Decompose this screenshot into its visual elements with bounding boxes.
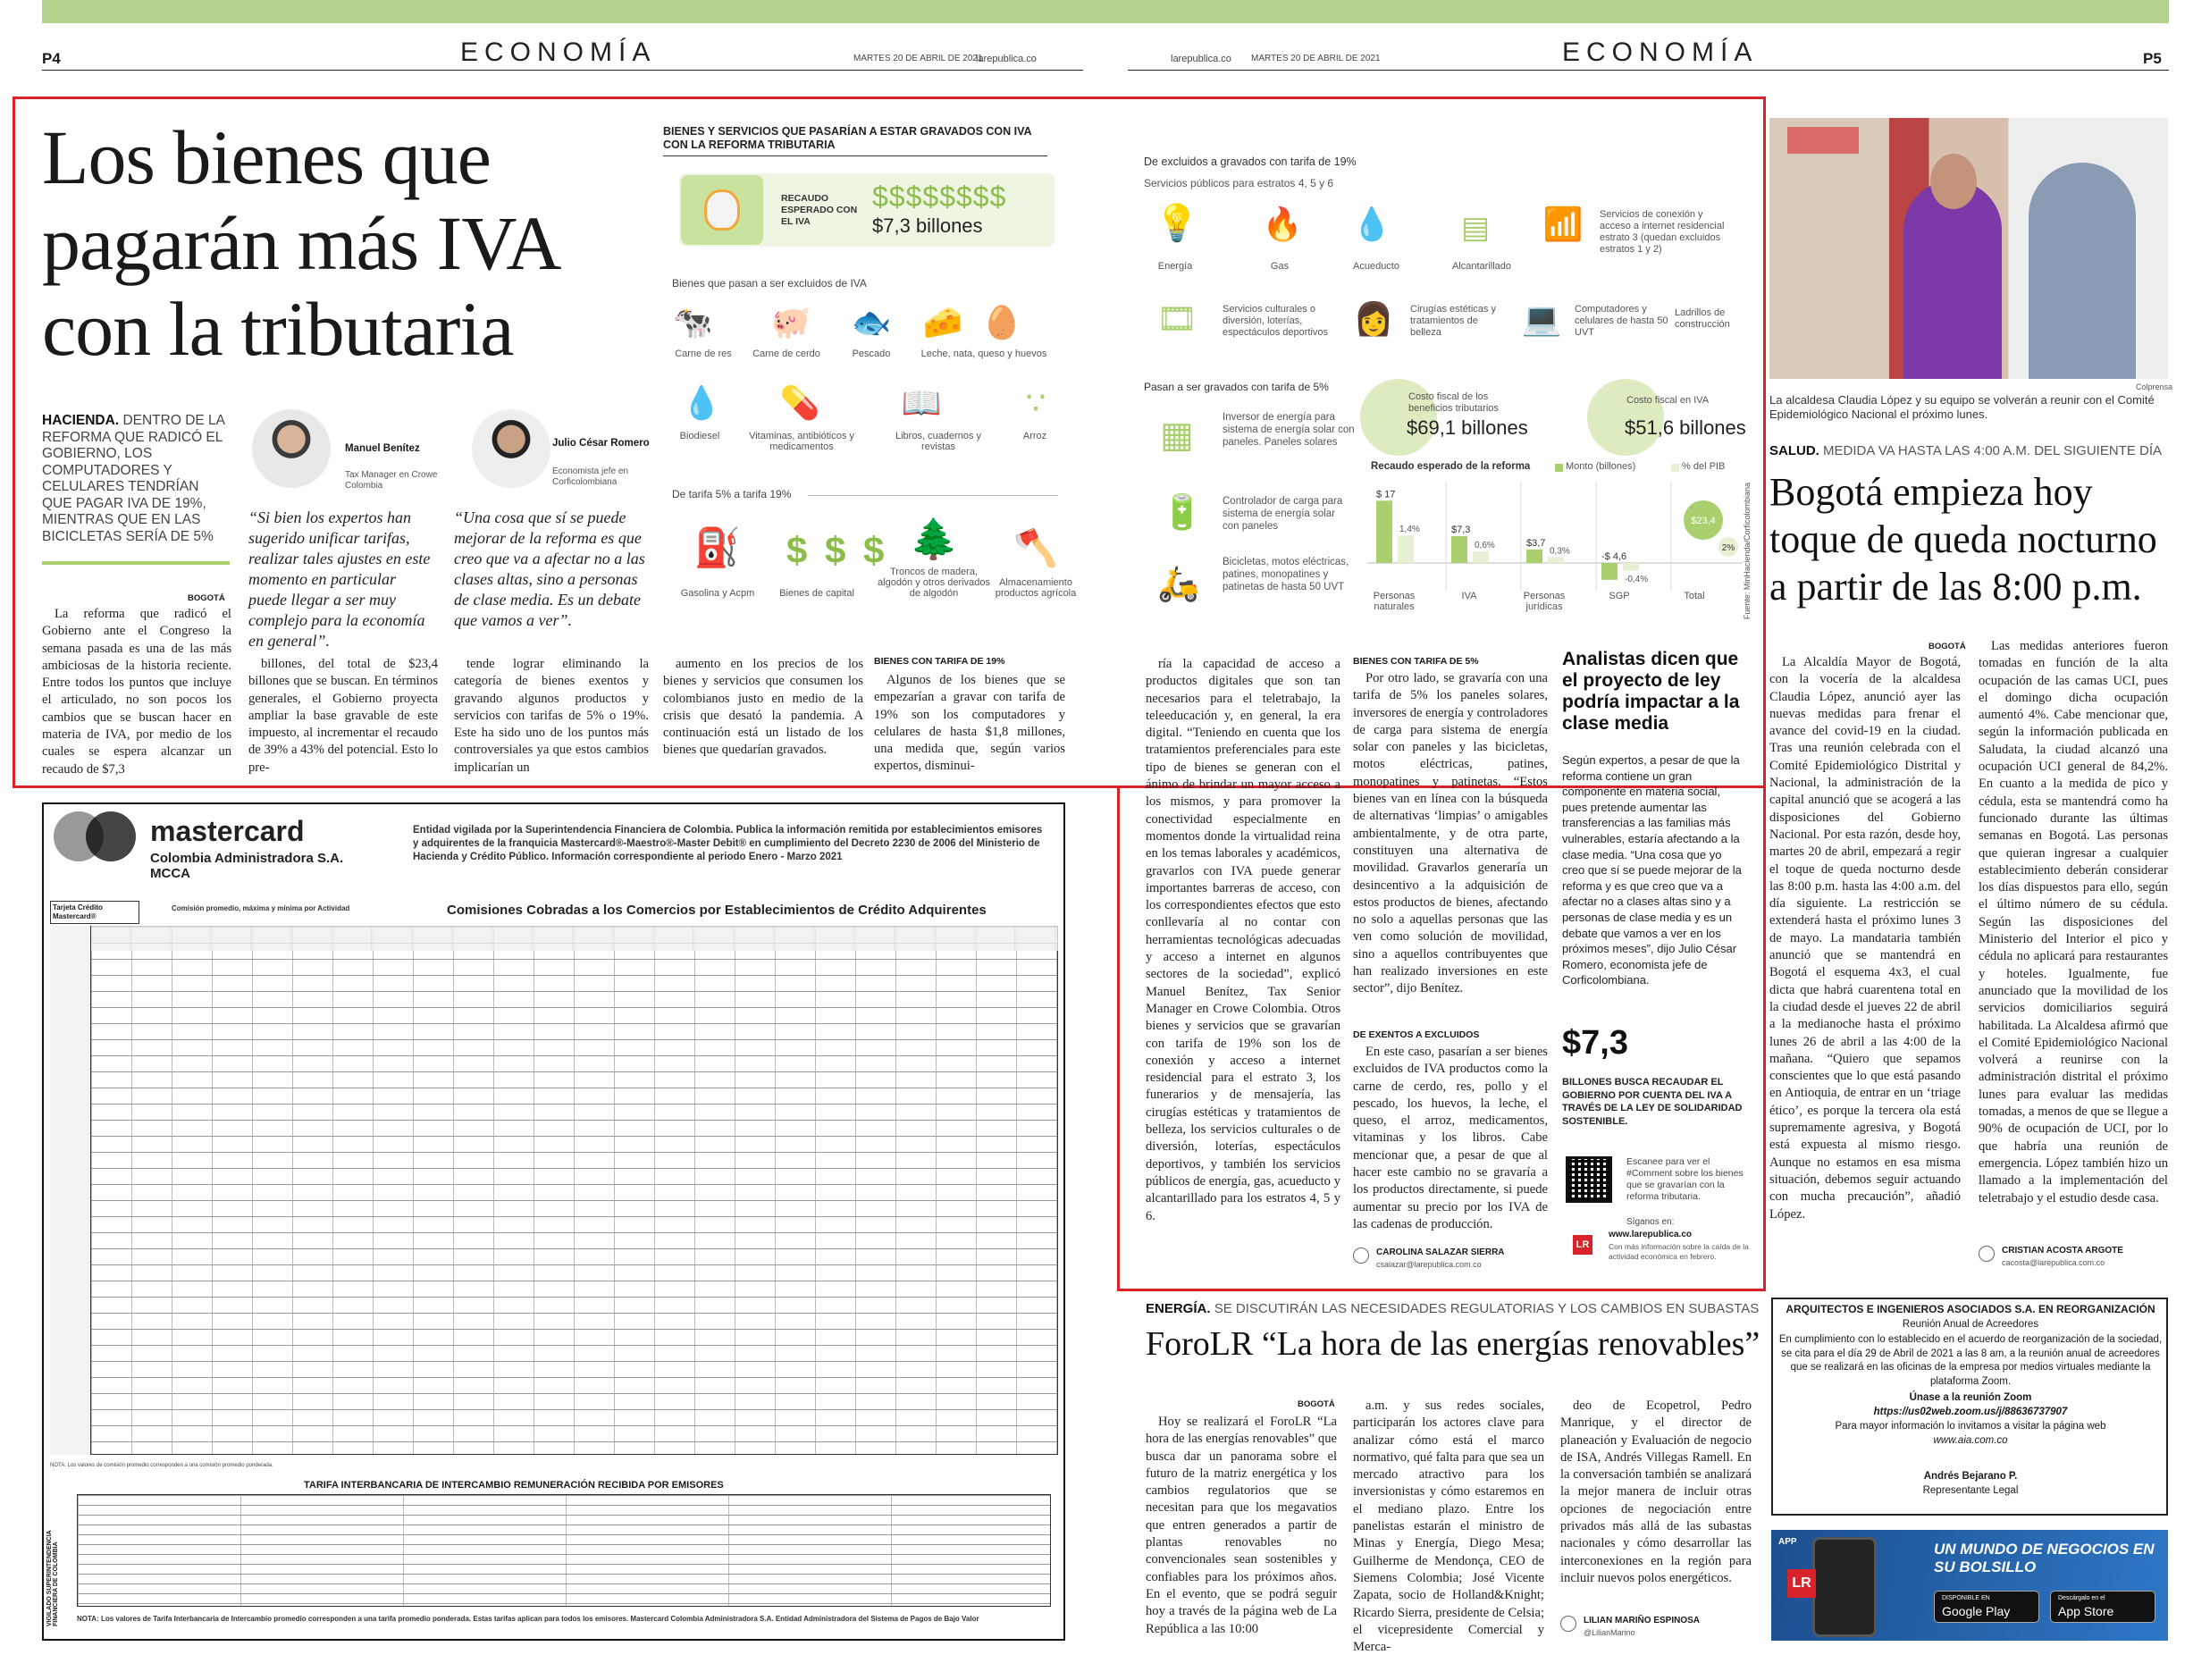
book-icon: 📖 (901, 385, 942, 422)
app-tag: APP (1778, 1537, 1797, 1547)
lr-logo-small: LR (1573, 1235, 1592, 1255)
notice-subtitle: Reunión Anual de Acreedores (1902, 1319, 2039, 1330)
site-left: larepublica.co (976, 54, 1037, 64)
label-libros: Libros, cuadernos y revistas (895, 431, 981, 452)
water-drop-icon: 💧 (1351, 206, 1392, 243)
table2-title: TARIFA INTERBANCARIA DE INTERCAMBIO REMUNERACIÓN RECIBIDA POR EMISORES (304, 1480, 724, 1491)
person-head (1930, 154, 1977, 209)
source2-role: Economista jefe en Corficolombiana (552, 466, 629, 487)
mastercard-logo-circle-right (86, 811, 136, 861)
label-controlador: Controlador de carga para sistema de energía solar con paneles (1223, 496, 1343, 532)
trees-icon: 🌲 (909, 517, 959, 562)
follow-text: Con más información sobre la caída de la actividad económica en febrero. (1609, 1242, 1749, 1261)
dollar-icon: $ $ $ (786, 529, 888, 571)
chart-category-label: Personas (1523, 591, 1566, 601)
chart-category-label: SGP (1609, 591, 1630, 601)
chart-bar-monto (1376, 500, 1392, 563)
sidebar-dek: SALUD. MEDIDA VA HASTA LAS 4:00 A.M. DEL SIGUIENTE DÍA (1769, 443, 2163, 458)
rice-icon: ∵ (1025, 384, 1046, 422)
chart-bar-monto (1601, 563, 1618, 580)
notice-body: En cumplimiento con lo establecido en el acuerdo de reorganización de la sociedad, se cita para el día 29 de Abril de 2021 a las 8 am, a la reunión anual de acreedores que se realizará en las oficinas de la empresa por medios virtuales mediante la plataforma Zoom. (1778, 1334, 2163, 1387)
battery-icon: 🔋 (1161, 491, 1204, 532)
main-kicker: HACIENDA. (42, 413, 120, 428)
cont-col-2: Por otro lado, se gravaría con una tarifa de 5% los paneles solares, inversores de energía y controladores de carga para sistema de energía solar con paneles y las bicicletas, motos eléctricas, patines, monopatines y patinetas. “Estos bienes van en línea con la búsqueda de alternativas ‘limpias’ o amigables ambientalmente, y de otra parte, constituyen una alternativa de movilidad. Gravarlos generaría un desincentivo a la adquisición de estos productos de bienes, afectando no solo a aquellas personas que las ven como solución de movilidad, sino a aquellos contribuyentes que han realizado inversiones en este sector”, dijo Benítez. (1353, 671, 1548, 996)
body-col-4: aumento en los precios de los bienes y servicios que consumen los colombianos justo en medio de la crisis que desató la pandemia. A continuación está un listado de los bienes que quedarían gravados. (663, 657, 863, 758)
label-leche: Leche, nata, queso y huevos (920, 349, 1047, 359)
label-carne-res: Carne de res (675, 349, 732, 359)
chart-bar-monto-label: -$ 4,6 (1601, 551, 1627, 562)
label-arroz: Arroz (1022, 431, 1047, 441)
cont-col-1: ría la capacidad de acceso a productos digitales que son tan necesarios para el teletrabajo, la teleeducación y, en general, la era digital. “Teniendo en cuenta que los tratamientos preferenciales para este tipo de bienes se generan con el ánimo de brindar un mayor acceso a los mismos, y para promover la conectividad especialmente en momentos donde la virtualidad reina en los temas laborales y académicos, gravarlos con IVA puede generar importantes barreras de acceso, con los correspondientes efectos que esto conllevaría al no contar con herramientas tecnológicas adecuadas y acceso a internet en algunos sectores de la sociedad”, explicó Manuel Benítez, Tax Senior Manager en Crowe Colombia. Otros bienes y servicios que se gravarían con tarifa de 19% son los de conexión y acceso a internet residencial para el estrato 3, los funerarios y de mensajería, las cirugías estéticas y tratamientos de belleza, los servicios culturales o de diversión, loterías, espectáculos deportivos, y también los servicios públicos de energía, gas, acueducto y alcantarillado para los estratos 4, 5 y 6. (1146, 657, 1340, 1223)
sidebar-col-2: Las medidas anteriores fueron tomadas en función de la alta ocupación de las camas UCI, pues el domingo dicha ocupación aumentó 4%. Cabe mencionar que, según la información publicada en Saludata, la ciudad alcanzó una ocupación UCI general de 84,2%. En cuanto a la medida de pico y cédula, esta se mantendrá como ha funcionado durante las últimas semanas en Bogotá. Las personas que quieran ingresar a cualquier establecimiento deberán considerar los días dispuestos para ello, según el último número de su cédula. Según las disposiciones del Ministerio del Interior el pico y cédula no aplicará para restaurantes y hoteles. Igualmente, fue anunciado que la movilidad de los servicios domiciliarios seguirá habilitada. La Alcaldesa afirmó que el Comité Epidemiológico Nacional volverá a reunirse con la administración distrital el próximo lunes para evaluar las medidas tomadas, a menos de que se llegue a 90% de ocupación de UCI, por lo que habría una reunión de emergencia. López también hizo un llamado a la implementación del teletrabajo y el estudio desde casa. (1979, 639, 2168, 1205)
google-play-small: DISPONIBLE EN (1942, 1595, 1990, 1601)
label-gas: Gas (1270, 261, 1290, 272)
notice-web[interactable]: www.aia.com.co (1933, 1435, 2008, 1446)
label-alcantarillado: Alcantarillado (1451, 261, 1512, 272)
excluidos-title: Bienes que pasan a ser excluidos de IVA (672, 277, 867, 290)
date-left: MARTES 20 DE ABRIL DE 2021 (853, 54, 983, 63)
chart-bar-monto-label: $7,3 (1451, 525, 1471, 536)
excluidos19-title: De excluidos a gravados con tarifa de 19% (1144, 155, 1357, 168)
table-note: NOTA: Los valores de comisión promedio corresponden a una comisión promedio ponderada. (50, 1463, 273, 1468)
fish-icon: 🐟 (851, 305, 892, 341)
tarifa5-rule (808, 495, 1058, 496)
app-store-label: App Store (2058, 1604, 2114, 1618)
dollar-signs: $$$$$$$$ (872, 181, 1007, 213)
qr-code[interactable] (1566, 1156, 1612, 1203)
mastercard-brand: mastercard (150, 815, 305, 847)
chart-bar-monto-label: $ 17 (1376, 489, 1396, 500)
page-number-right: P5 (2143, 50, 2162, 67)
source1-name: Manuel Benítez (345, 443, 420, 454)
label-ladrillos: Ladrillos de construcción (1675, 307, 1730, 330)
label-bienes-capital: Bienes de capital (779, 588, 854, 599)
chart-bar-pib (1623, 563, 1639, 571)
person-shape (1903, 181, 2002, 379)
sidebar-headline: Bogotá empieza hoy toque de queda nocturno a partir de las 8:00 p.m. (1769, 470, 2157, 609)
foro-author-handle: @LilianMarino (1584, 1628, 1635, 1637)
app-slogan: UN MUNDO DE NEGOCIOS EN SU BOLSILLO (1934, 1541, 2155, 1575)
tarifa5-title: De tarifa 5% a tarifa 19% (672, 488, 792, 500)
wifi-icon: 📶 (1542, 206, 1584, 243)
servicios-title: Servicios públicos para estratos 4, 5 y 6 (1144, 177, 1334, 189)
source2-name: Julio César Romero (552, 438, 650, 449)
section-title-right: ECONOMÍA (1562, 38, 1759, 67)
costo2-value: $51,6 billones (1625, 416, 1746, 439)
sewer-icon: ▤ (1460, 210, 1491, 246)
mastercard-card-label: Tarjeta Crédito Mastercard® (50, 901, 139, 924)
body-col-3: tende lograr eliminando la categoría de bienes exentos y gravando algunos productos y servicios con tarifas de 5% o 19%. Este ha sido uno de los puntos más controversiales ya que estos cambios implicarían un (454, 657, 649, 775)
label-acueducto: Acueducto (1353, 261, 1399, 272)
main-headline: Los bienes que pagarán más IVA con la tributaria (42, 114, 557, 372)
solar-panel-icon: ▦ (1160, 415, 1194, 456)
body-col-5: Algunos de los bienes que se empezarían a gravar con tarifa de 19% son los computadores y celulares de hasta $1,8 millones, una medida que, según varios expertos, disminui- (874, 673, 1065, 774)
commission-table-header (50, 926, 1058, 951)
foro-col-2: a.m. y sus redes sociales, participarán los actores clave para analizar cómo está el marco normativo, qué falta para que sea un mercado atractivo para los inversionistas y cómo estaremos en el mediano plazo. Entre los panelistas estarán el ministro de Minas y Energía, Diego Mesa; Guilherme de Mendonça, CEO de Siemens Colombia; José Vicente Zapata, socio de Holland&Knight; Ricardo Sierra, presidente de Celsia; el vicepresidente Comercial y Merca- (1353, 1399, 1544, 1655)
subhead-5: BIENES CON TARIFA DE 5% (1353, 656, 1479, 667)
commission-table (50, 926, 1058, 1455)
label-bicicletas: Bicicletas, motos eléctricas, patines, monopatines y patinetas de hasta 50 UVT (1223, 557, 1349, 592)
legend-swatch-pib (1671, 464, 1679, 472)
legend-monto: Monto (billones) (1566, 461, 1636, 472)
cont-col-3: En este caso, pasarían a ser bienes excluidos de IVA productos como la carne de cerdo, res, pollo y el pescado, los huevos, la leche, el queso, el arroz, medicamentos, vitaminas y los libros. Cabe mencionar que, a pesar de que al hacer este cambio no se gravaría a los productos directamente, si puede aumentar su precio por los IVA de las cadenas de producción. (1353, 1045, 1548, 1231)
label-culturales: Servicios culturales o diversión, loterías, espectáculos deportivos (1223, 304, 1329, 338)
axe-icon: 🪓 (1013, 527, 1058, 569)
avatar-manuel-benitez (252, 409, 331, 488)
app-logo: LR (1787, 1569, 1816, 1598)
google-play-button[interactable] (1934, 1591, 2039, 1623)
cheese-icon: 🧀 (922, 305, 963, 341)
sidebar-author: CRISTIAN ACOSTA ARGOTE (2002, 1246, 2123, 1256)
foro-dateline: BOGOTÁ (1298, 1399, 1335, 1409)
chart-bar-pib-label: 1,4% (1399, 525, 1420, 535)
dateline: BOGOTÁ (188, 593, 225, 603)
notice-zoom-url[interactable]: https://us02web.zoom.us/j/88636737907 (1873, 1407, 2068, 1417)
chart-bar-pib (1548, 557, 1564, 563)
label-troncos: Troncos de madera, algodón y otros derivados de algodón (878, 567, 990, 599)
recaudo-label: RECAUDO ESPERADO CON EL IVA (781, 193, 858, 227)
chart-total-pct-label: 2% (1721, 543, 1735, 553)
person-2-shape (2029, 163, 2136, 379)
header-rule-right (1128, 70, 2169, 71)
notice-title: ARQUITECTOS E INGENIEROS ASOCIADOS S.A. EN REORGANIZACIÓN (1786, 1303, 2155, 1315)
label-vitaminas: Vitaminas, antibióticos y medicamentos (749, 431, 854, 452)
follow-site[interactable]: www.larepublica.co (1609, 1230, 1692, 1239)
sidebar-kicker: SALUD. (1769, 443, 1819, 458)
notice-signer: Andrés Bejarano P. (1923, 1471, 2018, 1482)
big-number: $7,3 (1562, 1024, 1628, 1062)
author-icon (1353, 1247, 1369, 1264)
chart-category-label: Total (1684, 591, 1705, 601)
site-right: larepublica.co (1171, 54, 1231, 64)
chart-title: Recaudo esperado de la reforma (1371, 461, 1531, 472)
subhead-19: BIENES CON TARIFA DE 19% (874, 656, 1005, 667)
label-almacenamiento: Almacenamiento productos agrícola (995, 577, 1077, 599)
side-body: Según expertos, a pesar de que la reforma contiene un gran componente en materia social, pues pretende aumentar las transferencias a las familias más vulnerables, estaría afectando a la clase media. “Una cosa que yo creo que sí se puede mejorar de la reforma y es que creo que va a afectar no a clases altas sino y a personas de clase media y es un debate que vamos a ver en los próximos meses”, dijo Julio César Romero, economista jefe de Corficolombiana. (1562, 753, 1742, 987)
laptop-icon: 💻 (1521, 301, 1562, 338)
chart-bar-pib-label: 0,3% (1550, 546, 1570, 557)
section-title-left: ECONOMÍA (460, 38, 657, 67)
egg-icon: 🥚 (981, 305, 1022, 341)
interchange-table (77, 1494, 1051, 1607)
chart-bar-pib-label: 0,6% (1475, 540, 1495, 550)
fuel-drop-icon: 💧 (681, 385, 722, 422)
notice-info: Para mayor información lo invitamos a visitar la página web (1835, 1421, 2106, 1432)
chart-bar-monto (1451, 536, 1467, 563)
sidebar-col-1: La Alcaldía Mayor de Bogotá, con la vocería de la alcaldesa Claudia López, anunció ayer las nuevas medidas para frenar el avance del covid-19 en la ciudad. Tras una reunión celebrada con el Comité Epidemiológico Distrital y Nacional, la administración de la capital anunció que se acogerá a las disposiciones del Gobierno Nacional. Por esta razón, desde hoy, martes 20 de abril, empezará a regir el toque de queda nocturno desde las 8:00 p.m. hasta las 4:00 a.m. del día siguiente. La restricción se extenderá hasta el próximo lunes 3 de mayo. La mandataria también anunció que se mantendrá en Bogotá el esquema 4x3, el cual dicta que habrá cuarentena total en la ciudad desde el jueves 22 de abril a la medianoche hasta el próximo lunes 26 de abril a las 4:00 de la mañana. “Quiero que sepamos conscientes que lo que está pasando en Antioquia, de entrar en un ‘triage ético’, es porque la tercera ola está supremamente agresiva, y Bogotá está expuesta al mismo riesgo. Aunque no estamos en esa misma situación, debemos seguir actuando con mucha precaución”, añadió López. (1769, 655, 1961, 1222)
foro-kicker: ENERGÍA. (1146, 1301, 1211, 1316)
cow-icon: 🐄 (672, 305, 713, 341)
source1-role: Tax Manager en Crowe Colombia (345, 470, 438, 491)
follow-label: Síganos en: (1626, 1217, 1675, 1227)
side-title: Analistas dicen que el proyecto de ley podría impactar a la clase media (1562, 649, 1740, 734)
foro-col-3: deo de Ecopetrol, Pedro Manrique, y el director de planeación y Evaluación de negocio de ISA, Andrés Villegas Ramell. En la conversación también se analizará la mejor manera de incluir otras opciones de negociación entre privados más allá de las subastas nacionales y cómo desarrollar las interconexiones en la región para incluir nuevos polos energéticos. (1560, 1399, 1752, 1585)
label-biodiesel: Biodiesel (679, 431, 720, 441)
app-store-small: Descárgalo en el (2058, 1595, 2105, 1601)
label-energia: Energía (1157, 261, 1193, 272)
chart-total-label: $23,4 (1691, 516, 1716, 526)
chart-bar-monto (1526, 550, 1542, 563)
chart-category-label: Personas (1373, 591, 1416, 601)
costo1-value: $69,1 billones (1407, 416, 1528, 439)
costo1-label: Costo fiscal de los beneficios tributarios (1408, 391, 1499, 414)
flame-icon: 🔥 (1262, 206, 1303, 243)
foro-col-1: Hoy se realizará el ForoLR “La hora de las energías renovables” que busca dar un panorama sobre el futuro de la matriz energética y los cambios regulatorios que se necesitan para que los megavatios que entren generados a partir de plantas renovables no convencionales sean sostenibles y confiables para los próximos años. En el evento, que se podrá seguir hoy a través de la página web de La República a las 10:00 (1146, 1415, 1337, 1636)
pill-icon: 💊 (779, 385, 820, 422)
pig-icon: 🐖 (770, 305, 811, 341)
recaudo-value: $7,3 billones (872, 214, 983, 237)
sidebar-author-email: cacosta@larepublica.com.co (2002, 1258, 2105, 1267)
foro-author: LILIAN MARIÑO ESPINOSA (1584, 1616, 1701, 1625)
infographic-title: BIENES Y SERVICIOS QUE PASARÍAN A ESTAR GRAVADOS CON IVA CON LA REFORMA TRIBUTARIA (663, 125, 1032, 151)
woman-icon: 👩 (1353, 301, 1394, 338)
qr-text: Escanee para ver el #Comment sobre los bienes que se gravarían con la reforma tributaria. (1626, 1156, 1744, 1202)
money-bag-icon (681, 175, 763, 245)
costo2-label: Costo fiscal en IVA (1626, 395, 1710, 406)
author-email: csalazar@larepublica.com.co (1376, 1260, 1482, 1269)
label-carne-cerdo: Carne de cerdo (752, 349, 820, 359)
chart-category-label: naturales (1374, 601, 1415, 612)
lightbulb-icon: 💡 (1155, 202, 1199, 244)
label-computadores: Computadores y celulares de hasta 50 UVT (1575, 304, 1668, 338)
body-col-1: La reforma que radicó el Gobierno ante el Congreso la semana pasada es una de las más ambiciosas de la historia reciente. Entre todos los puntos que incluye el articulado, no son pocos los cambios que se buscan hacer en materia de IVA, por medio de los cuales se espera alcanzar un recaudo de $7,3 (42, 607, 231, 777)
chart-category-label: jurídicas (1525, 601, 1563, 612)
app-store-button[interactable] (2050, 1591, 2155, 1623)
phone-icon (1812, 1537, 1877, 1637)
mastercard-table-title: Comisiones Cobradas a los Comercios por Establecimientos de Crédito Adquirentes (447, 903, 987, 918)
label-pescado: Pescado (852, 349, 891, 359)
backdrop-sign (1787, 127, 1859, 154)
commission-table-row-labels (50, 926, 91, 1455)
foro-dek: ENERGÍA. SE DISCUTIRÁN LAS NECESIDADES REGULATORIAS Y LOS CAMBIOS EN SUBASTAS (1146, 1301, 1760, 1316)
label-inversor: Inversor de energía para sistema de energía solar con paneles. Paneles solares (1223, 412, 1355, 448)
label-gasolina: Gasolina y Acpm (680, 588, 755, 599)
mastercard-company: Colombia Administradora S.A. MCCA (150, 851, 344, 881)
foro-author-icon (1560, 1616, 1576, 1632)
main-dek: HACIENDA. DENTRO DE LA REFORMA QUE RADICÓ EL GOBIERNO, LOS COMPUTADORES Y CELULARES TENDRÍAN QUE PAGAR IVA DE 19%, MIENTRAS QUE EN LAS BICICLETAS SERÍA DE 5% (42, 413, 225, 544)
top-color-bar (42, 0, 2169, 23)
foro-headline: ForoLR “La hora de las energías renovables” (1146, 1325, 1760, 1363)
chart-svg (1367, 474, 1743, 620)
chart-bar-monto-label: $3,7 (1526, 537, 1546, 549)
photo-credit: Colprensa (2136, 382, 2173, 391)
photo-claudia-lopez (1769, 118, 2168, 379)
film-icon: 🎞 (1156, 301, 1197, 338)
body-col-2: billones, del total de $23,4 billones que se buscan. En términos generales, el Gobierno proyecta ampliar la base gravable de este impuesto, al incrementar el recaudo de 39% a 43% del potencial. Esto lo pre- (248, 657, 438, 775)
chart-bar-pib (1398, 535, 1414, 563)
big-caption: BILLONES BUSCA RECAUDAR EL GOBIERNO POR CUENTA DEL IVA A TRAVÉS DE LA LEY DE SOLIDARIDAD SOSTENIBLE. (1562, 1077, 1743, 1127)
legend-swatch-monto (1555, 464, 1563, 472)
sidebar-author-icon (1979, 1246, 1995, 1262)
mastercard-subtitle: Comisión promedio, máxima y mínima por Actividad (172, 904, 350, 912)
sidebar-dateline: BOGOTÁ (1928, 642, 1966, 651)
fuel-can-icon: ⛽ (693, 525, 742, 569)
google-play-label: Google Play (1942, 1604, 2011, 1618)
infographic-title-rule (663, 155, 1047, 156)
gravados5-title: Pasan a ser gravados con tarifa de 5% (1144, 381, 1329, 393)
motorcycle-icon: 🛵 (1157, 563, 1200, 603)
label-cirugias: Cirugías estéticas y tratamientos de belleza (1410, 304, 1496, 338)
quote-benitez: “Si bien los expertos han sugerido unificar tarifas, realizar tales ajustes en este momento en particular puede llegar a ser muy complejo para la economía en general”. (248, 508, 431, 650)
green-rule (42, 561, 230, 565)
chart-category-label: IVA (1461, 591, 1477, 601)
notice-zoom-label: Únase a la reunión Zoom (1909, 1392, 2032, 1403)
avatar-julio-cesar-romero (472, 409, 550, 488)
photo-caption: La alcaldesa Claudia López y su equipo se volverán a reunir con el Comité Epidemiológico Nacional el próximo lunes. (1769, 393, 2155, 421)
page-number-left: P4 (42, 50, 61, 67)
mastercard-notice: Entidad vigilada por la Superintendencia Financiera de Colombia. Publica la información remitida por establecimientos emisores y adquirentes de la franquicia Mastercard®-Maestro®-Master Debit® en cumplimiento del Decreto 2230 de 2006 del Ministerio de Hacienda y Crédito Público. Información correspondiente al periodo Enero - Marzo 2021 (413, 825, 1043, 862)
chart-source: Fuente: MinHacienda/Corficolombiana (1743, 483, 1752, 620)
mastercard-nota: NOTA: Los valores de Tarifa Interbancaria de Intercambio promedio corresponden a una tarifa promedio ponderada. Estas tarifas aplican para todos los emisores. Mastercard Colombia Administradora S.A. Entidad Administradora del Sistema de Pagos de Bajo Valor (77, 1615, 979, 1623)
author-name: CAROLINA SALAZAR SIERRA (1376, 1247, 1505, 1257)
vigilado-label: VIGILADO SUPERINTENDENCIA FINANCIERA DE COLOMBIA (46, 1530, 59, 1626)
subhead-exentos: DE EXENTOS A EXCLUIDOS (1353, 1029, 1480, 1040)
chart-bar-pib-label: -0,4% (1625, 574, 1649, 584)
notice-signer-role: Representante Legal (1922, 1485, 2019, 1496)
legend-pib: % del PIB (1682, 461, 1726, 472)
quote-romero: “Una cosa que sí se puede mejorar de la reforma es que creo que va a afectar no a las clases altas, sino a personas de clase media. Es un debate que vamos a ver”. (454, 508, 645, 629)
header-rule-left (42, 70, 1083, 71)
date-right: MARTES 20 DE ABRIL DE 2021 (1251, 54, 1381, 63)
chart-bar-pib (1473, 551, 1489, 563)
label-conexion: Servicios de conexión y acceso a internet residencial estrato 3 (quedan excluidos estratos 1 y 2) (1600, 209, 1725, 255)
